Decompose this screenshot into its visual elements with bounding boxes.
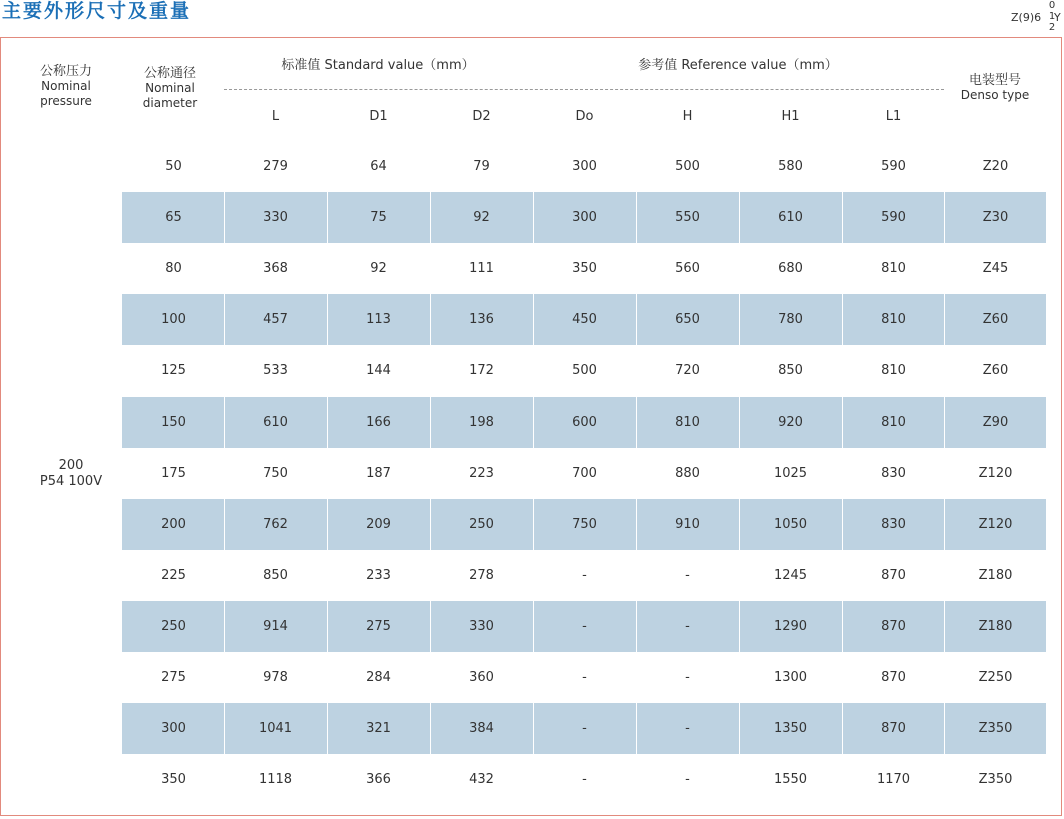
- cell-D1: 284: [366, 670, 391, 685]
- header-pressure-en2: pressure: [40, 94, 92, 108]
- cell-nominal-diameter: 350: [161, 772, 186, 787]
- cell-L: 610: [263, 415, 288, 430]
- cell-L1: 590: [881, 210, 906, 225]
- header-diameter-cn: 公称通径: [143, 66, 196, 81]
- cell-D2: 111: [469, 261, 494, 276]
- pressure-line1: 200: [58, 458, 84, 473]
- cell-denso-type: Z60: [982, 363, 1009, 378]
- model-code-bottom: 2: [1048, 22, 1056, 33]
- cell-nominal-diameter: 275: [161, 670, 186, 685]
- cell-H: 810: [675, 415, 700, 430]
- cell-denso-type: Z350: [978, 772, 1013, 787]
- cell-D1: 144: [366, 363, 391, 378]
- cell-D1: 75: [370, 210, 387, 225]
- cell-Do: 750: [572, 517, 597, 532]
- cell-D1: 366: [366, 772, 391, 787]
- header-denso-type: [944, 73, 1046, 103]
- cell-nominal-diameter: 250: [161, 619, 186, 634]
- cell-L: 533: [263, 363, 288, 378]
- header-reference-value: 参考值 Reference value（mm）: [638, 58, 838, 73]
- cell-L: 762: [263, 517, 288, 532]
- cell-L1: 870: [881, 619, 906, 634]
- cell-Do: 300: [572, 210, 597, 225]
- cell-H: -: [685, 721, 690, 736]
- cell-H: 880: [675, 466, 700, 481]
- column-header-h: H: [682, 109, 693, 124]
- cell-D2: 92: [473, 210, 490, 225]
- cell-Do: 450: [572, 312, 597, 327]
- cell-H: -: [685, 670, 690, 685]
- cell-denso-type: Z250: [978, 670, 1013, 685]
- cell-H1: 1290: [773, 619, 808, 634]
- cell-D1: 187: [366, 466, 391, 481]
- cell-L: 279: [263, 159, 288, 174]
- cell-Do: 700: [572, 466, 597, 481]
- cell-L1: 870: [881, 721, 906, 736]
- cell-L1: 810: [881, 363, 906, 378]
- cell-L: 914: [263, 619, 288, 634]
- cell-H1: 1025: [773, 466, 808, 481]
- cell-L: 330: [263, 210, 288, 225]
- pressure-line2: P54 100V: [39, 474, 103, 489]
- header-diameter-en2: diameter: [142, 96, 198, 110]
- cell-Do: -: [582, 619, 587, 634]
- page-title: 主要外形尺寸及重量: [2, 0, 192, 22]
- cell-L1: 810: [881, 415, 906, 430]
- cell-D1: 233: [366, 568, 391, 583]
- cell-L: 978: [263, 670, 288, 685]
- cell-denso-type: Z350: [978, 721, 1013, 736]
- column-header-d2: D2: [472, 109, 491, 124]
- cell-L: 1041: [258, 721, 293, 736]
- cell-H: -: [685, 568, 690, 583]
- cell-H1: 920: [778, 415, 803, 430]
- cell-L: 368: [263, 261, 288, 276]
- header-divider: [224, 89, 944, 90]
- model-code: [1011, 0, 1063, 34]
- column-header-l: L: [271, 109, 280, 124]
- cell-nominal-diameter: 125: [161, 363, 186, 378]
- cell-H: 560: [675, 261, 700, 276]
- column-header-h1: H1: [781, 109, 800, 124]
- cell-denso-type: Z20: [982, 159, 1009, 174]
- cell-L1: 1170: [876, 772, 911, 787]
- cell-nominal-diameter: 100: [161, 312, 186, 327]
- cell-Do: -: [582, 721, 587, 736]
- cell-D1: 166: [366, 415, 391, 430]
- cell-L1: 810: [881, 261, 906, 276]
- cell-Do: -: [582, 568, 587, 583]
- model-code-suffix: Y: [1054, 11, 1061, 24]
- cell-D2: 360: [469, 670, 494, 685]
- cell-D2: 278: [469, 568, 494, 583]
- cell-H: 550: [675, 210, 700, 225]
- column-header-d1: D1: [369, 109, 388, 124]
- header-diameter-en1: Nominal: [145, 81, 195, 95]
- model-code-top: 0: [1048, 0, 1056, 11]
- cell-D2: 432: [469, 772, 494, 787]
- cell-denso-type: Z30: [982, 210, 1009, 225]
- cell-denso-type: Z180: [978, 568, 1013, 583]
- cell-denso-type: Z60: [982, 312, 1009, 327]
- cell-Do: 500: [572, 363, 597, 378]
- cell-nominal-diameter: 175: [161, 466, 186, 481]
- header-standard-value: 标准值 Standard value（mm）: [281, 58, 475, 73]
- cell-L: 750: [263, 466, 288, 481]
- cell-denso-type: Z120: [978, 517, 1013, 532]
- cell-D1: 209: [366, 517, 391, 532]
- cell-Do: 350: [572, 261, 597, 276]
- cell-H1: 1300: [773, 670, 808, 685]
- cell-D2: 223: [469, 466, 494, 481]
- cell-D1: 275: [366, 619, 391, 634]
- cell-Do: -: [582, 772, 587, 787]
- cell-H: 720: [675, 363, 700, 378]
- cell-L1: 870: [881, 670, 906, 685]
- cell-H1: 1550: [773, 772, 808, 787]
- cell-H1: 1050: [773, 517, 808, 532]
- cell-nominal-diameter: 50: [165, 159, 182, 174]
- column-header-l1: L1: [885, 109, 902, 124]
- cell-nominal-diameter: 80: [165, 261, 182, 276]
- header-pressure-cn: 公称压力: [39, 64, 92, 79]
- cell-D2: 136: [469, 312, 494, 327]
- cell-D2: 250: [469, 517, 494, 532]
- cell-H1: 1245: [773, 568, 808, 583]
- cell-H: 910: [675, 517, 700, 532]
- header-nominal-pressure: [14, 64, 118, 109]
- cell-D1: 64: [370, 159, 387, 174]
- cell-Do: -: [582, 670, 587, 685]
- cell-nominal-diameter: 150: [161, 415, 186, 430]
- cell-D2: 330: [469, 619, 494, 634]
- cell-L1: 590: [881, 159, 906, 174]
- cell-L1: 870: [881, 568, 906, 583]
- header-pressure-en1: Nominal: [41, 79, 91, 93]
- model-code-prefix: Z(9)6: [1011, 11, 1042, 24]
- cell-L1: 830: [881, 517, 906, 532]
- cell-nominal-diameter: 65: [165, 210, 182, 225]
- cell-H1: 1350: [773, 721, 808, 736]
- cell-denso-type: Z90: [982, 415, 1009, 430]
- cell-Do: 300: [572, 159, 597, 174]
- cell-D2: 172: [469, 363, 494, 378]
- cell-D1: 113: [366, 312, 391, 327]
- cell-H: 650: [675, 312, 700, 327]
- model-code-mid: 1: [1048, 11, 1056, 22]
- cell-H: -: [685, 619, 690, 634]
- cell-L: 457: [263, 312, 288, 327]
- cell-L: 850: [263, 568, 288, 583]
- cell-L1: 830: [881, 466, 906, 481]
- cell-H: -: [685, 772, 690, 787]
- cell-denso-type: Z180: [978, 619, 1013, 634]
- cell-D2: 198: [469, 415, 494, 430]
- cell-H1: 850: [778, 363, 803, 378]
- header-nominal-diameter: [118, 66, 222, 111]
- cell-Do: 600: [572, 415, 597, 430]
- column-header-do: Do: [575, 109, 594, 124]
- cell-nominal-diameter: 300: [161, 721, 186, 736]
- cell-H: 500: [675, 159, 700, 174]
- cell-D2: 384: [469, 721, 494, 736]
- nominal-pressure-value: [18, 458, 124, 490]
- cell-D1: 92: [370, 261, 387, 276]
- cell-nominal-diameter: 225: [161, 568, 186, 583]
- cell-H1: 580: [778, 159, 803, 174]
- cell-nominal-diameter: 200: [161, 517, 186, 532]
- cell-denso-type: Z45: [982, 261, 1009, 276]
- cell-D2: 79: [473, 159, 490, 174]
- header-denso-en: Denso type: [960, 88, 1030, 102]
- cell-L: 1118: [258, 772, 293, 787]
- cell-H1: 780: [778, 312, 803, 327]
- cell-D1: 321: [366, 721, 391, 736]
- cell-denso-type: Z120: [978, 466, 1013, 481]
- cell-H1: 610: [778, 210, 803, 225]
- cell-H1: 680: [778, 261, 803, 276]
- header-denso-cn: 电装型号: [968, 73, 1021, 88]
- cell-L1: 810: [881, 312, 906, 327]
